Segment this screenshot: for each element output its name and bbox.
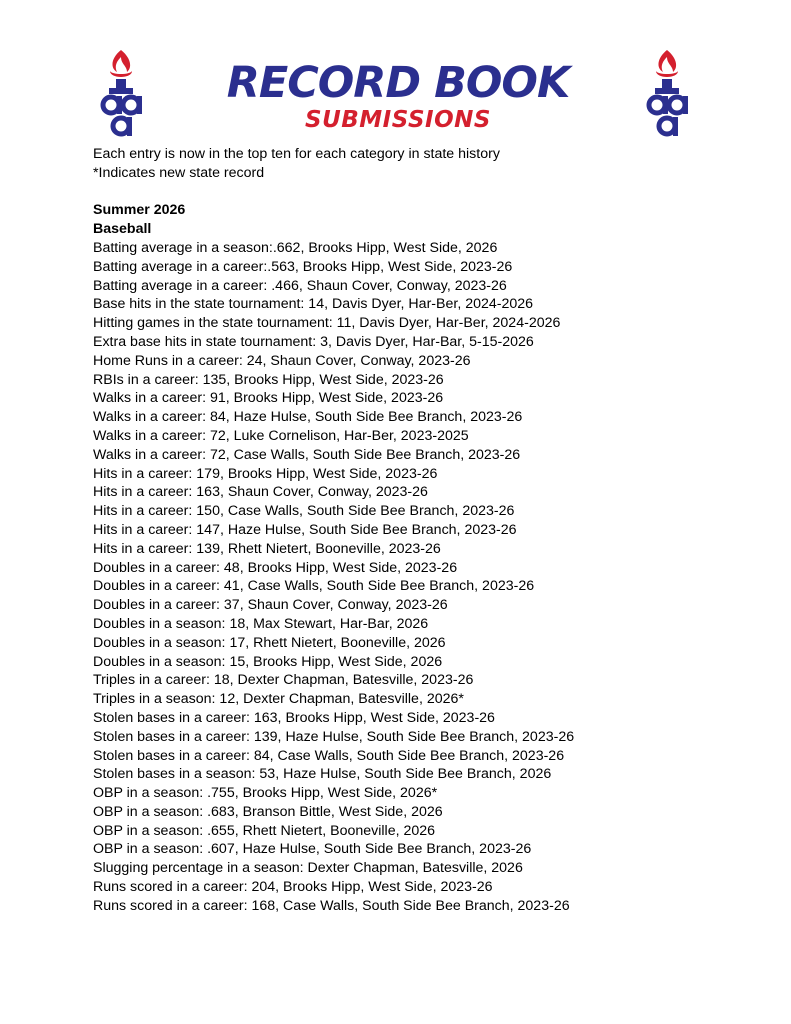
record-item: Stolen bases in a career: 84, Case Walls, South Side Bee Branch, 2023-26 xyxy=(93,747,565,764)
record-note: *Indicates new state record xyxy=(93,164,265,181)
record-item: Walks in a career: 91, Brooks Hipp, West Side, 2023-26 xyxy=(93,390,444,407)
record-item: Batting average in a season:.662, Brooks Hipp, West Side, 2026 xyxy=(93,239,498,256)
record-item: Hits in a career: 139, Rhett Nietert, Booneville, 2023-26 xyxy=(93,540,441,557)
record-item: Base hits in the state tournament: 14, Davis Dyer, Har-Ber, 2024-2026 xyxy=(93,296,534,313)
aaa-torch-logo-icon xyxy=(97,48,145,140)
record-item: Hits in a career: 150, Case Walls, South Side Bee Branch, 2023-26 xyxy=(93,503,515,520)
record-item: Stolen bases in a season: 53, Haze Hulse, South Side Bee Branch, 2026 xyxy=(93,766,552,783)
record-item: Walks in a career: 84, Haze Hulse, South Side Bee Branch, 2023-26 xyxy=(93,409,523,426)
record-item: Doubles in a career: 48, Brooks Hipp, West Side, 2023-26 xyxy=(93,559,458,576)
record-item: Extra base hits in state tournament: 3, Davis Dyer, Har-Bar, 5-15-2026 xyxy=(93,333,534,350)
record-item: Doubles in a season: 17, Rhett Nietert, Booneville, 2026 xyxy=(93,634,446,651)
record-item: Stolen bases in a career: 163, Brooks Hipp, West Side, 2023-26 xyxy=(93,709,495,726)
sport-heading: Baseball xyxy=(93,221,152,238)
record-item: OBP in a season: .683, Branson Bittle, West Side, 2026 xyxy=(93,803,443,820)
record-item: RBIs in a career: 135, Brooks Hipp, West Side, 2023-26 xyxy=(93,371,444,388)
record-item: Hits in a career: 147, Haze Hulse, South Side Bee Branch, 2023-26 xyxy=(93,521,517,538)
record-item: Doubles in a career: 37, Shaun Cover, Conway, 2023-26 xyxy=(93,597,448,614)
spacer xyxy=(93,183,753,202)
intro-text: Each entry is now in the top ten for each category in state history xyxy=(93,146,500,162)
record-item: Runs scored in a career: 168, Case Walls, South Side Bee Branch, 2023-26 xyxy=(93,897,570,914)
record-item: Runs scored in a career: 204, Brooks Hipp, West Side, 2023-26 xyxy=(93,879,493,896)
record-item: Slugging percentage in a season: Dexter Chapman, Batesville, 2026 xyxy=(93,860,523,877)
record-item: OBP in a season: .655, Rhett Nietert, Booneville, 2026 xyxy=(93,822,436,839)
record-item: Walks in a career: 72, Case Walls, South Side Bee Branch, 2023-26 xyxy=(93,446,521,463)
record-item: Hits in a career: 163, Shaun Cover, Conway, 2023-26 xyxy=(93,484,428,501)
record-item: Doubles in a season: 18, Max Stewart, Har-Bar, 2026 xyxy=(93,615,429,632)
record-item: Walks in a career: 72, Luke Cornelison, Har-Ber, 2023-2025 xyxy=(93,427,469,444)
record-item: Batting average in a career: .466, Shaun Cover, Conway, 2023-26 xyxy=(93,277,507,294)
record-item: OBP in a season: .755, Brooks Hipp, West Side, 2026* xyxy=(93,785,438,802)
record-item: Triples in a season: 12, Dexter Chapman, Batesville, 2026* xyxy=(93,691,464,708)
record-item: OBP in a season: .607, Haze Hulse, South Side Bee Branch, 2023-26 xyxy=(93,841,532,858)
record-item: Hitting games in the state tournament: 11, Davis Dyer, Har-Ber, 2024-2026 xyxy=(93,315,561,332)
record-item: Home Runs in a career: 24, Shaun Cover, Conway, 2023-26 xyxy=(93,352,471,369)
record-item: Triples in a career: 18, Dexter Chapman, Batesville, 2023-26 xyxy=(93,672,474,689)
record-item: Doubles in a season: 15, Brooks Hipp, West Side, 2026 xyxy=(93,653,443,670)
record-list-document xyxy=(93,145,753,916)
record-item: Stolen bases in a career: 139, Haze Hulse, South Side Bee Branch, 2023-26 xyxy=(93,728,575,745)
page-subtitle: SUBMISSIONS xyxy=(305,107,491,133)
page-title: RECORD BOOK xyxy=(226,58,570,108)
record-item: Hits in a career: 179, Brooks Hipp, West Side, 2023-26 xyxy=(93,465,438,482)
aaa-torch-logo-icon xyxy=(643,48,691,140)
record-item: Doubles in a career: 41, Case Walls, South Side Bee Branch, 2023-26 xyxy=(93,578,535,595)
season-heading: Summer 2026 xyxy=(93,202,186,219)
record-item: Batting average in a career:.563, Brooks Hipp, West Side, 2023-26 xyxy=(93,258,513,275)
records-list xyxy=(93,239,753,916)
